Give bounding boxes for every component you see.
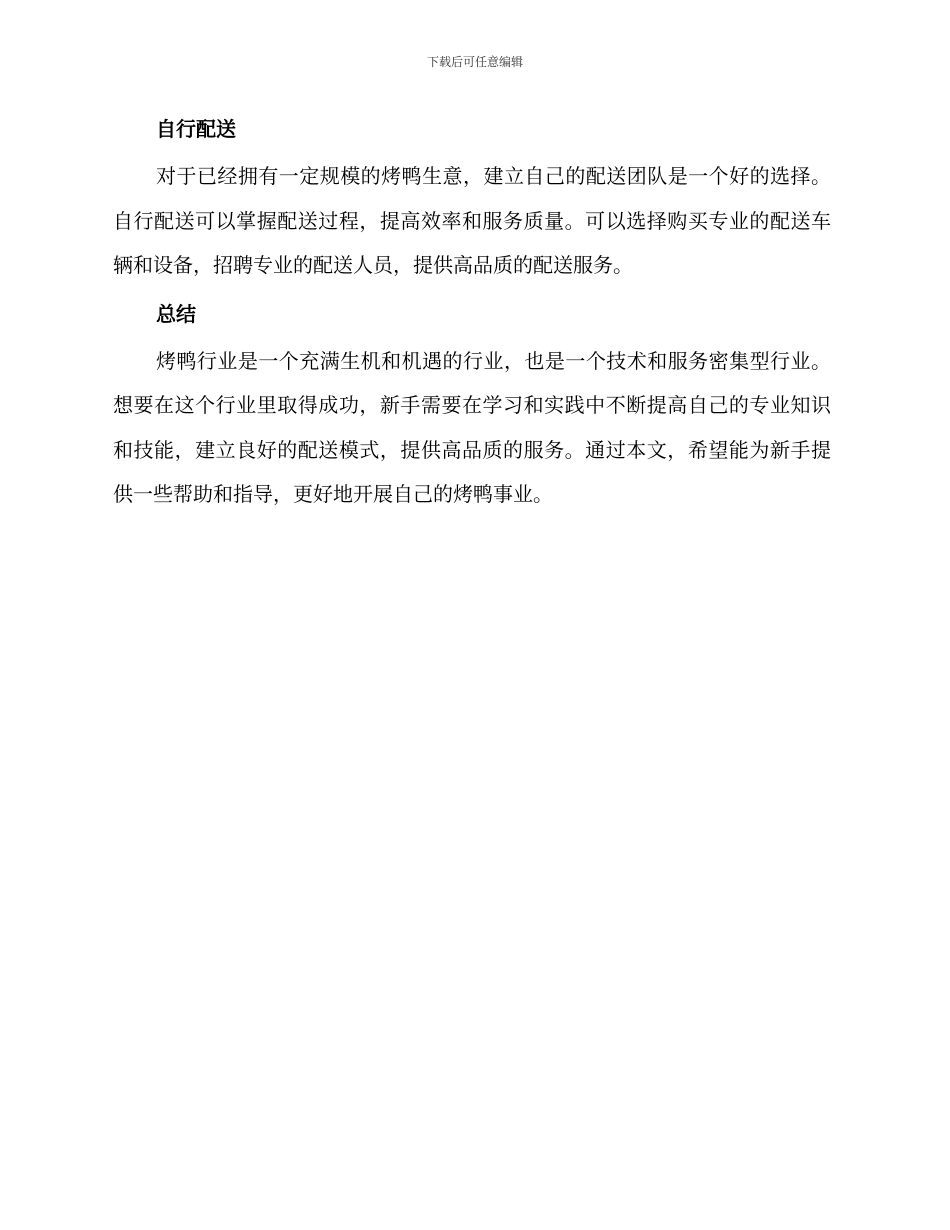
page-header: 下载后可任意编辑 <box>426 55 523 69</box>
section-heading-self-delivery: 自行配送 <box>156 117 236 141</box>
document-body <box>113 112 831 517</box>
section-heading-summary: 总结 <box>156 301 196 326</box>
section-paragraph-self-delivery: 对于已经拥有一定规模的烤鸭生意，建立自己的配送团队是一个好的选择。自行配送可以掌握配送过程，提高效率和服务质量。可以选择购买专业的配送车辆和设备，招聘专业的配送人员，提供高品质的配送服务。 <box>113 164 831 277</box>
section-paragraph-summary: 烤鸭行业是一个充满生机和机遇的行业，也是一个技术和服务密集型行业。想要在这个行业里取得成功，新手需要在学习和实践中不断提高自己的专业知识和技能，建立良好的配送模式，提供高品质的服务。通过本文，希望能为新手提供一些帮助和指导，更好地开展自己的烤鸭事业。 <box>113 348 831 506</box>
